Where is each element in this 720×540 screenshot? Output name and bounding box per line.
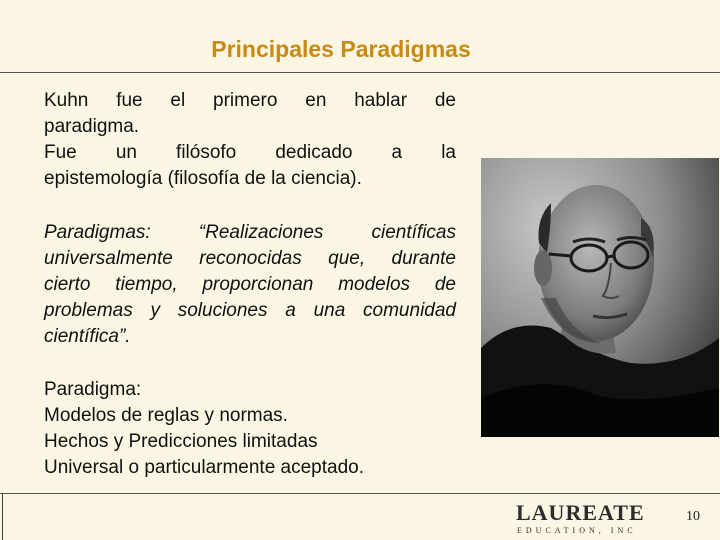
quote-line-4: problemas y soluciones a una comunidad [44, 300, 456, 321]
definition-quote [44, 220, 456, 350]
intro-line-2: paradigma. [44, 116, 140, 137]
list-line-2: Modelos de reglas y normas. [44, 405, 288, 426]
title-divider [0, 72, 720, 73]
quote-line-2: universalmente reconocidas que, durante [44, 248, 456, 269]
laureate-logo-subtitle: EDUCATION, INC [517, 526, 637, 535]
laureate-logo: LAUREATE [516, 500, 645, 525]
portrait-photo [481, 158, 719, 437]
intro-line-4: epistemología (filosofía de la ciencia). [44, 168, 362, 189]
intro-line-3: Fue un filósofo dedicado a la [44, 142, 456, 163]
list-line-1: Paradigma: [44, 379, 142, 400]
quote-line-5: científica”. [44, 326, 131, 347]
footer-divider [0, 493, 720, 494]
list-line-3: Hechos y Predicciones limitadas [44, 431, 318, 452]
intro-line-1: Kuhn fue el primero en hablar de [44, 90, 456, 111]
intro-paragraph [44, 88, 456, 192]
footer-left-border [2, 493, 3, 540]
paradigm-list [44, 377, 464, 481]
slide-title: Principales Paradigmas [211, 36, 471, 62]
quote-line-1: Paradigmas: “Realizaciones científicas [44, 222, 456, 243]
list-line-4: Universal o particularmente aceptado. [44, 457, 365, 478]
page-number: 10 [686, 509, 700, 524]
quote-line-3: cierto tiempo, proporcionan modelos de [44, 274, 456, 295]
